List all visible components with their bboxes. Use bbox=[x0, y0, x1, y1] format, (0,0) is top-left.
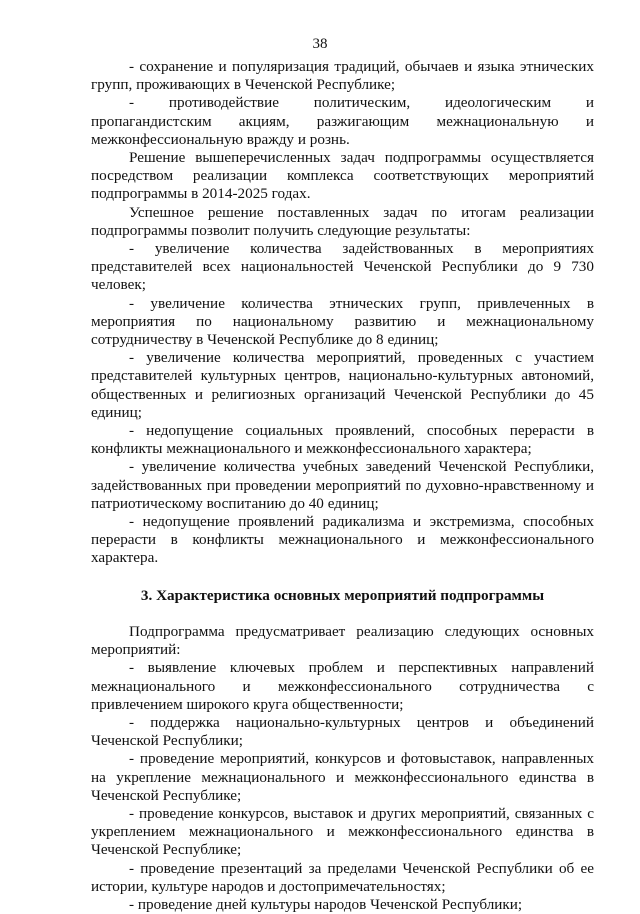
paragraph-activities-intro: Подпрограмма предусматривает реализацию следующих основных мероприятий: bbox=[91, 622, 594, 659]
result-item-schools: - увеличение количества учебных заведений Чеченской Республики, задействованных при проведении мероприятий по духовно-нравственному и патриотическому воспитанию до 40 единиц; bbox=[91, 458, 594, 512]
section-heading: 3. Характеристика основных мероприятий подпрограммы bbox=[140, 586, 545, 604]
list-item-traditions: - сохранение и популяризация традиций, обычаев и языка этнических групп, проживающих в Чеченской Республике; bbox=[91, 58, 594, 94]
page-number: 38 bbox=[312, 36, 328, 52]
activity-item-problems: - выявление ключевых проблем и перспективных направлений межнационального и межконфессионального сотрудничества с привлечением широкого круга общественности; bbox=[91, 659, 594, 713]
paragraph-tasks-solution: Решение вышеперечисленных задач подпрограммы осуществляется посредством реализации комплекса соответствующих мероприятий подпрограммы в 2014-2025 годах. bbox=[91, 149, 594, 203]
result-item-participants: - увеличение количества задействованных в мероприятиях представителей всех национальностей Чеченской Республики до 9 730 человек; bbox=[91, 240, 594, 294]
activity-item-support-centers: - поддержка национально-культурных центров и объединений Чеченской Республики; bbox=[91, 713, 594, 750]
activity-item-culture-days: - проведение дней культуры народов Чеченской Республики; bbox=[129, 895, 523, 913]
result-item-events: - увеличение количества мероприятий, проведенных с участием представителей культурных центров, национально-культурных автономий, общественных и религиозных организаций Чеченской Республики до 45 единиц; bbox=[91, 349, 594, 421]
paragraph-expected-results: Успешное решение поставленных задач по итогам реализации подпрограммы позволит получить следующие результаты: bbox=[91, 203, 594, 239]
activity-item-presentations: - проведение презентаций за пределами Чеченской Республики об ее истории, культуре народов и достопримечательностях; bbox=[91, 859, 594, 895]
result-item-conflict-prevention: - недопущение социальных проявлений, способных перерасти в конфликты межнационального и межконфессионального характера; bbox=[91, 422, 594, 458]
activity-item-contests-photo: - проведение мероприятий, конкурсов и фотовыставок, направленных на укрепление межнационального и межконфессионального единства в Чеченской Республике; bbox=[91, 750, 594, 804]
activity-item-exhibitions: - проведение конкурсов, выставок и других мероприятий, связанных с укреплением межнационального и межконфессионального единства в Чеченской Республике; bbox=[91, 804, 594, 859]
document-body bbox=[91, 58, 594, 914]
result-item-extremism-prevention: - недопущение проявлений радикализма и экстремизма, способных перерасти в конфликты межнационального и межконфессионального характера. bbox=[91, 513, 594, 567]
list-item-counteraction: - противодействие политическим, идеологическим и пропагандистским акциям, разжигающим межнациональную и межконфессиональную вражду и рознь. bbox=[91, 94, 594, 148]
result-item-ethnic-groups: - увеличение количества этнических групп, привлеченных в мероприятия по национальному развитию и межнациональному сотрудничеству в Чеченской Республике до 8 единиц; bbox=[91, 294, 594, 349]
